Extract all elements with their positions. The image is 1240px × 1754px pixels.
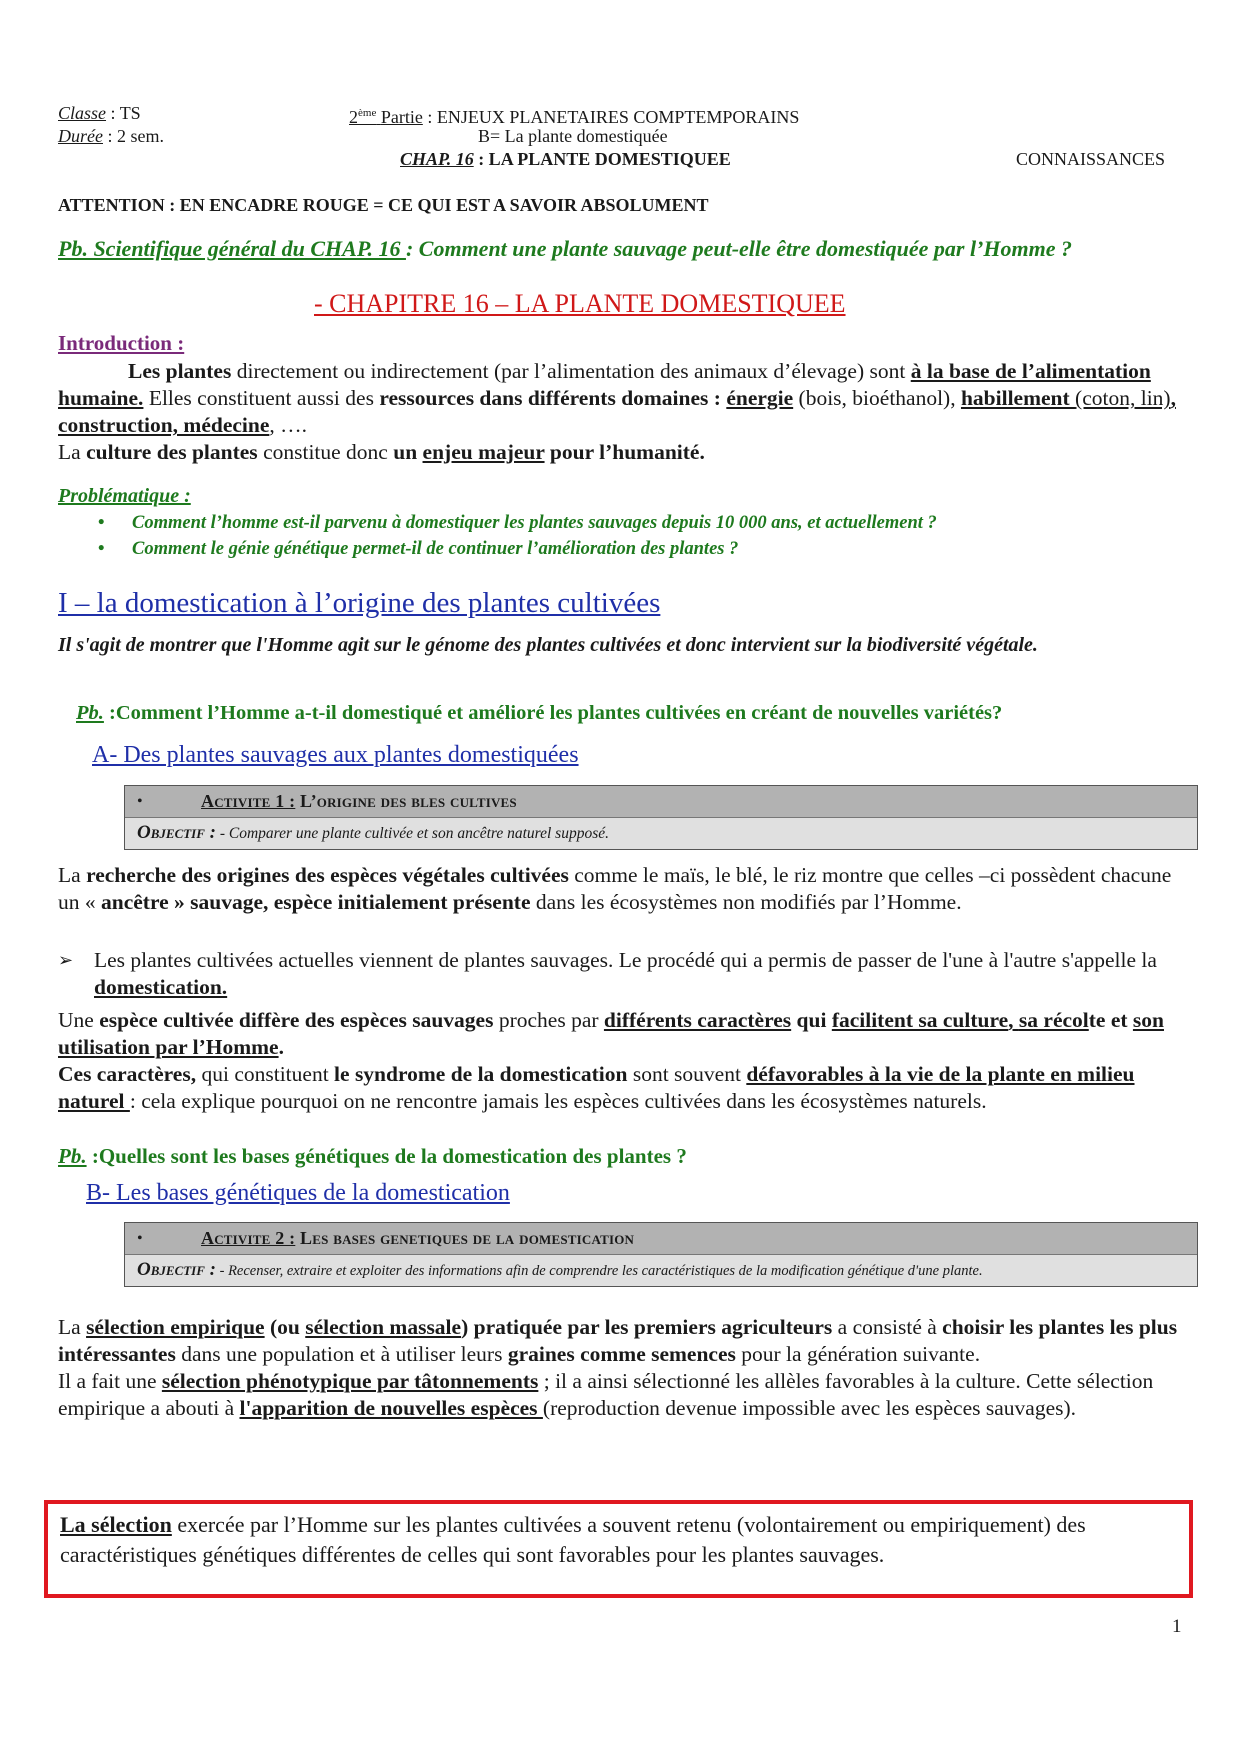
pa-p3-6: : cela explique pourquoi on ne rencontre jamais les espèces cultivées dans les écosystèmes naturels.: [129, 1089, 987, 1113]
introduction-paragraph: [58, 358, 1198, 439]
activity-2-title-text: Les bases genetiques de la domestication: [295, 1228, 635, 1248]
pb-p2-5: (reproduction devenue impossible avec les espèces sauvages).: [542, 1396, 1077, 1420]
partie-title: : ENJEUX PLANETAIRES COMPTEMPORAINS: [422, 107, 800, 127]
intro-text-8: (bois, bioéthanol),: [793, 386, 961, 410]
section-1-title: [58, 587, 660, 620]
activity-1-title: [201, 786, 517, 817]
pa-p2-8: sa récol: [1018, 1008, 1089, 1032]
activity-2-label: Activite 2 :: [201, 1228, 296, 1248]
intro-text-11: , construction, médecine: [58, 386, 1176, 437]
problematique-label-text: Problématique :: [58, 485, 191, 507]
introduction-label: [58, 331, 184, 356]
pa-p2-4: différents caractères: [603, 1008, 792, 1032]
connaissances-label: CONNAISSANCES: [1016, 149, 1166, 169]
intro-text-3: à la base de l’alimentation humaine.: [58, 359, 1151, 410]
attention-note: ATTENTION : EN ENCADRE ROUGE = CE QUI EST A SAVOIR ABSOLUMENT: [58, 195, 709, 215]
section-1-problem: [76, 702, 1002, 725]
pb-text: :Comment l’Homme a-t-il domestiqué et amélioré les plantes cultivées en créant de nouvelles variétés?: [103, 702, 1003, 724]
pb-p1-8: dans une population et à utiliser leurs: [175, 1342, 508, 1366]
pa-p2-9: te et: [1088, 1008, 1133, 1032]
key-point-text: exercée par l’Homme sur les plantes cultivées a souvent retenu (volontairement ou empiriquement) des caractéristiques génétiques différentes de celles qui sont favorables pour les plantes sauvages.: [60, 1512, 1086, 1567]
pa-p2-6: facilitent sa culture: [831, 1008, 1009, 1032]
pb-p1-10: pour la génération suivante.: [735, 1342, 981, 1366]
chapter-title: [314, 289, 846, 319]
problematique-list: [58, 510, 1208, 562]
objective-label: Objectif :: [137, 822, 216, 843]
pa-p3-1: Ces caractères,: [58, 1062, 197, 1086]
part-a-title-text: A- Des plantes sauvages aux plantes domestiquées: [92, 742, 579, 768]
activity-2-header: [125, 1223, 1197, 1255]
intro-text-9: habillement: [960, 386, 1076, 410]
pa-p2-11: .: [278, 1035, 284, 1059]
objective-text: - Recenser, extraire et exploiter des informations afin de comprendre les caractéristiques de la modification génétique d'une plante.: [215, 1263, 983, 1279]
partie-label: Partie: [380, 107, 423, 127]
activity-1-label: Activite 1 :: [201, 791, 296, 811]
activity-1-header: [125, 786, 1197, 818]
objective-text: - Comparer une plante cultivée et son ancêtre naturel supposé.: [215, 825, 609, 842]
pa-p2-5: qui: [791, 1008, 832, 1032]
part-b-title: [86, 1180, 510, 1207]
pb-p2-4: l'apparition de nouvelles espèces: [239, 1396, 543, 1420]
pa-p2-3: proches par: [493, 1008, 604, 1032]
duree-value: : 2 sem.: [102, 126, 164, 146]
pa-p2-1: Une: [58, 1008, 100, 1032]
pb-p2-1: Il a fait une: [58, 1369, 162, 1393]
pb-p1-4: sélection massale: [305, 1315, 462, 1339]
intro-text-1: Les plantes: [128, 359, 232, 383]
part-b-paragraph-1: [58, 1314, 1198, 1422]
part-a-arrow-item: [58, 947, 1198, 1001]
pb2-text: :Quelles sont les bases génétiques de la domestication des plantes ?: [86, 1144, 687, 1168]
activity-2-box: [124, 1222, 1198, 1287]
pa-p3-2: qui constituent: [196, 1062, 335, 1086]
problematique-label: [58, 485, 191, 508]
intro-text-2: directement ou indirectement (par l’alimentation des animaux d’élevage) sont: [231, 359, 911, 383]
pb-p1-5: ) pratiquée par les premiers agriculteurs: [461, 1315, 833, 1339]
duree-label: Durée: [58, 126, 103, 146]
class-line: [58, 102, 141, 124]
intro-text-4: Elles constituent aussi des: [143, 386, 380, 410]
activity-1-objective: [125, 818, 1197, 849]
pb-p1-6: a consisté à: [832, 1315, 943, 1339]
pb-p2-3: ; il a ainsi sélectionné les allèles favorables à la culture. Cette sélection empirique a abouti à: [58, 1369, 1154, 1420]
pb-p1-9: graines comme semences: [507, 1342, 736, 1366]
section-1-aim: Il s'agit de montrer que l'Homme agit sur le génome des plantes cultivées et donc intervient sur la biodiversité végétale.: [58, 634, 1038, 656]
pa-p1-5: dans les écosystèmes non modifiés par l’Homme.: [530, 890, 962, 914]
objective-label: Objectif :: [137, 1259, 216, 1280]
general-problem-text: : Comment une plante sauvage peut-elle être domestiquée par l’Homme ?: [405, 236, 1073, 261]
intro-conc-1: La: [58, 440, 87, 464]
key-point-box: [44, 1500, 1193, 1598]
pa-p2-2: espèce cultivée diffère des espèces sauvages: [99, 1008, 494, 1032]
objective-line: [137, 1255, 983, 1286]
part-b-title-text: B- Les bases génétiques de la domestication: [86, 1180, 510, 1206]
pb2-label: Pb.: [58, 1144, 87, 1168]
pb-label: Pb.: [76, 702, 104, 724]
pb-p2-2: sélection phénotypique par tâtonnements: [161, 1369, 539, 1393]
pa-p1-1: La: [58, 863, 87, 887]
pa-p2-10: son utilisation par l’Homme: [58, 1008, 1164, 1059]
partie-number: 2: [349, 107, 358, 127]
chapter-header: [400, 148, 731, 170]
pa-p3-5: défavorables à la vie de la plante en milieu naturel: [58, 1062, 1135, 1113]
pb-p1-1: La: [58, 1315, 87, 1339]
pa-p3-3: le syndrome de la domestication: [334, 1062, 628, 1086]
activity-1-box: [124, 785, 1198, 850]
part-b-problem: [58, 1144, 687, 1169]
chap-header-title: : LA PLANTE DOMESTIQUEE: [473, 149, 731, 169]
pa-p2-7: ,: [1008, 1008, 1019, 1032]
intro-conc-2: culture des plantes: [86, 440, 258, 464]
intro-text-10: (coton, lin): [1075, 386, 1171, 410]
intro-conc-5: enjeu majeur: [422, 440, 545, 464]
chapter-title-text: - CHAPITRE 16 – LA PLANTE DOMESTIQUEE: [314, 289, 846, 318]
list-item: • Comment l’homme est-il parvenu à domestiquer les plantes sauvages depuis 10 000 ans, et actuellement ?: [58, 510, 1208, 536]
part-a-title: [92, 742, 579, 769]
activity-2-objective: [125, 1255, 1197, 1286]
general-problem: [58, 235, 1198, 262]
pb-p1-7: choisir les plantes les plus intéressantes: [58, 1315, 1178, 1366]
classe-value: : TS: [106, 103, 141, 123]
intro-text-7: énergie: [726, 386, 794, 410]
pa-p3-4: sont souvent: [627, 1062, 747, 1086]
pa-p1-4: ancêtre » sauvage, espèce initialement présente: [101, 890, 531, 914]
pa-p1-3: comme le maïs, le blé, le riz montre que celles –ci possèdent chacune un «: [58, 863, 1172, 914]
bullet-icon: •: [137, 1230, 143, 1247]
key-point-label: La sélection: [60, 1512, 172, 1537]
section-1-title-text: I – la domestication à l’origine des plantes cultivées: [58, 587, 661, 619]
partie-sup: ème: [358, 107, 377, 119]
pa-p1-2: recherche des origines des espèces végétales cultivées: [86, 863, 569, 887]
pb-p1-2: sélection empirique: [86, 1315, 265, 1339]
activity-2-title: [201, 1223, 634, 1254]
part-a-paragraph-1: [58, 862, 1198, 916]
introduction-conclusion: [58, 439, 705, 466]
duration-line: [58, 125, 164, 147]
pa-arrow-1: Les plantes cultivées actuelles viennent de plantes sauvages. Le procédé qui a permis de passer de l'une à l'autre s'appelle la: [94, 948, 1157, 972]
introduction-label-text: Introduction :: [58, 331, 185, 355]
list-item: • Comment le génie génétique permet-il de continuer l’amélioration des plantes ?: [58, 536, 1208, 562]
bullet-icon: •: [137, 793, 143, 810]
intro-text-5: ressources dans différents domaines :: [379, 386, 721, 410]
objective-line: [137, 818, 609, 849]
intro-text-12: , ….: [269, 413, 308, 437]
general-problem-label: Pb. Scientifique général du CHAP. 16: [58, 236, 406, 261]
activity-1-title-text: L’origine des bles cultives: [295, 791, 517, 811]
classe-label: Classe: [58, 103, 107, 123]
pa-arrow-2: domestication.: [94, 975, 228, 999]
subtitle: B= La plante domestiquée: [478, 126, 668, 146]
intro-conc-3: constitue donc: [257, 440, 394, 464]
intro-conc-6: pour l’humanité.: [544, 440, 705, 464]
page-number: 1: [1172, 1616, 1182, 1637]
pb-p1-3: (ou: [264, 1315, 306, 1339]
part-a-paragraph-2: [58, 1007, 1198, 1115]
intro-conc-4: un: [393, 440, 423, 464]
chap-label: CHAP. 16: [400, 149, 474, 169]
